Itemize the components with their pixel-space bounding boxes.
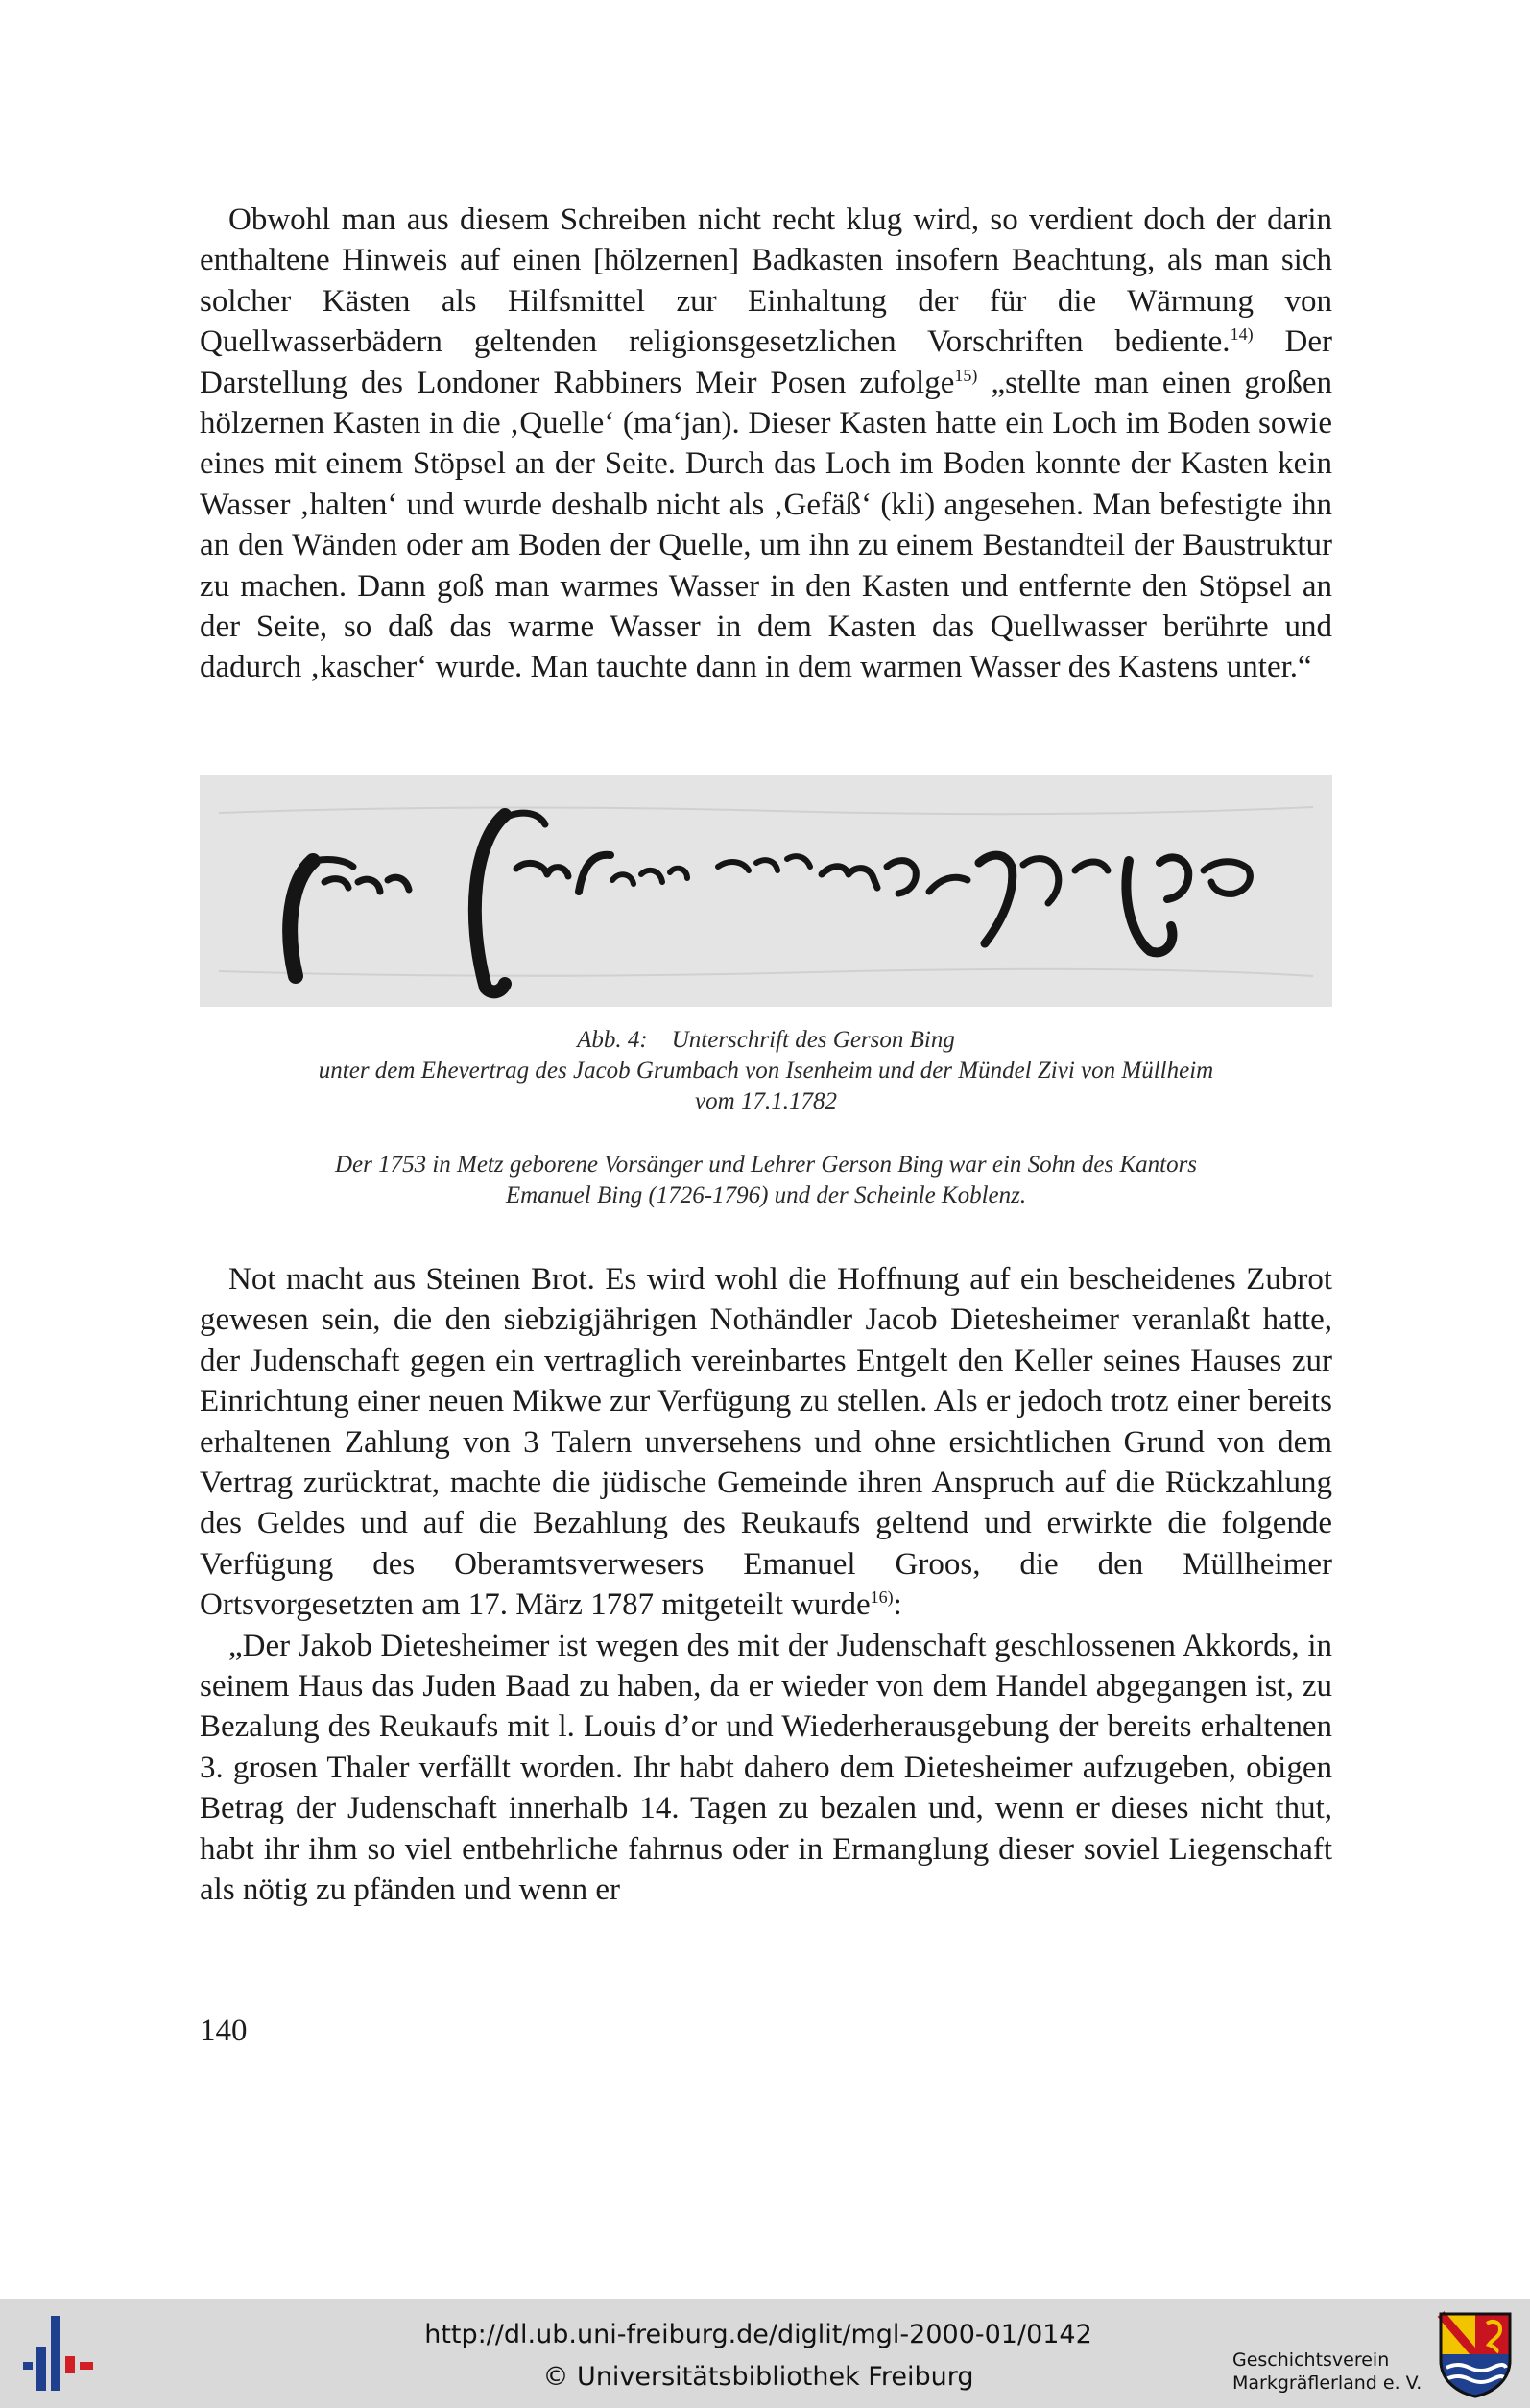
ub-freiburg-logo-icon[interactable] bbox=[19, 2310, 98, 2396]
caption-line: vom 17.1.1782 bbox=[695, 1088, 837, 1114]
figure-note bbox=[200, 1150, 1332, 1211]
publisher-line: Geschichtsverein bbox=[1232, 2349, 1390, 2371]
caption-line: Emanuel Bing (1726-1796) und der Scheinle Koblenz. bbox=[505, 1182, 1027, 1208]
body-text-top bbox=[200, 200, 1332, 688]
viewer-footer bbox=[0, 2299, 1530, 2408]
copyright-notice: © Universitätsbibliothek Freiburg bbox=[542, 2362, 974, 2392]
page-number: 140 bbox=[200, 2014, 248, 2048]
publisher-name bbox=[1232, 2348, 1434, 2395]
signature-figure bbox=[200, 775, 1332, 1007]
figure-caption bbox=[200, 1025, 1332, 1117]
coat-of-arms-icon bbox=[1437, 2310, 1514, 2398]
quotation-paragraph: „Der Jakob Dietesheimer ist wegen des mit der Judenschaft geschlossenen Akkords, in seinem Haus das Juden Baad zu haben, da er wieder von dem Handel abgegangen ist, zu Bezalung des Reukaufs mit l. Louis d’or und Wiederherausgebung der bereits erhaltenen 3. grosen Thaler verfällt worden. Ihr habt dahero dem Dietesheimer aufzugeben, obigen Betrag der Judenschaft innerhalb 14. Tagen zu bezalen und, wenn er dieses nicht thut, habt ihr ihm so viel entbehrliche fahrnus oder in Ermanglung dieser soviel Liegenschaft als nötig zu pfänden und wenn er bbox=[200, 1628, 1332, 1908]
body-text-bottom bbox=[200, 1259, 1332, 1911]
caption-line: Abb. 4: Unterschrift des Gerson Bing bbox=[577, 1027, 955, 1053]
hebrew-signature-image bbox=[200, 775, 1332, 1007]
caption-line: Der 1753 in Metz geborene Vorsänger und Lehrer Gerson Bing war ein Sohn des Kantors bbox=[334, 1152, 1198, 1178]
permalink-url[interactable]: http://dl.ub.uni-freiburg.de/diglit/mgl-2000-01/0142 bbox=[424, 2320, 1092, 2349]
footnote-ref[interactable]: 14) bbox=[1230, 324, 1254, 345]
paragraph: Obwohl man aus diesem Schreiben nicht recht klug wird, so verdient doch der darin enthaltene Hinweis auf einen [hölzernen] Badkasten insofern Beachtung, als man sich solcher Kästen als Hilfsmittel zur Einhaltung der für die Wärmung von Quellwasserbädern geltenden religionsgesetzlichen Vorschriften bediente.$^{14)}$ Der Darstellung des Londoner Rabbiners Meir Posen zufolge$^{15)}$ „stellte man einen großen hölzernen Kasten in die ‚Quelle‘ (ma‘jan). Dieser Kasten hatte ein Loch im Boden sowie eines mit einem Stöpsel an der Seite. Durch das Loch im Boden konnte der Kasten kein Wasser ‚halten‘ und wurde deshalb nicht als ‚Gefäß‘ (kli) angesehen. Man befestigte ihn an den Wänden oder am Boden der Quelle, um ihn zu einem Bestandteil der Baustruktur zu machen. Dann goß man warmes Wasser in den Kasten und entfernte den Stöpsel an der Seite, so daß das warme Wasser in dem Kasten das Quellwasser berührte und dadurch ‚kascher‘ wurde. Man tauchte dann in dem warmen Wasser des Kastens unter.“ bbox=[200, 203, 1332, 685]
publisher-line: Markgräflerland e. V. bbox=[1232, 2372, 1422, 2394]
footnote-ref[interactable]: 16) bbox=[870, 1587, 894, 1608]
paragraph: Not macht aus Steinen Brot. Es wird wohl die Hoffnung auf ein bescheidenes Zubrot gewesen sein, die den siebzigjährigen Nothändler Jacob Dietesheimer veranlaßt hatte, der Judenschaft gegen ein vertraglich vereinbartes Entgelt den Keller seines Hauses zur Einrichtung einer neuen Mikwe zur Verfügung zu stellen. Als er jedoch trotz einer bereits erhaltenen Zahlung von 3 Talern unversehens und ohne ersichtlichen Grund von dem Vertrag zurücktrat, machte die jüdische Gemeinde ihren Anspruch auf die Rückzahlung des Geldes und auf die Bezahlung des Reukaufs geltend und erwirkte die folgende Verfügung des Oberamtsverwesers Emanuel Groos, die den Müllheimer Ortsvorgesetzten am 17. März 1787 mitgeteilt wurde$^{16)}$: bbox=[200, 1262, 1332, 1623]
caption-line: unter dem Ehevertrag des Jacob Grumbach von Isenheim und der Mündel Zivi von Müllheim bbox=[318, 1058, 1214, 1084]
footnote-ref[interactable]: 15) bbox=[954, 365, 978, 385]
